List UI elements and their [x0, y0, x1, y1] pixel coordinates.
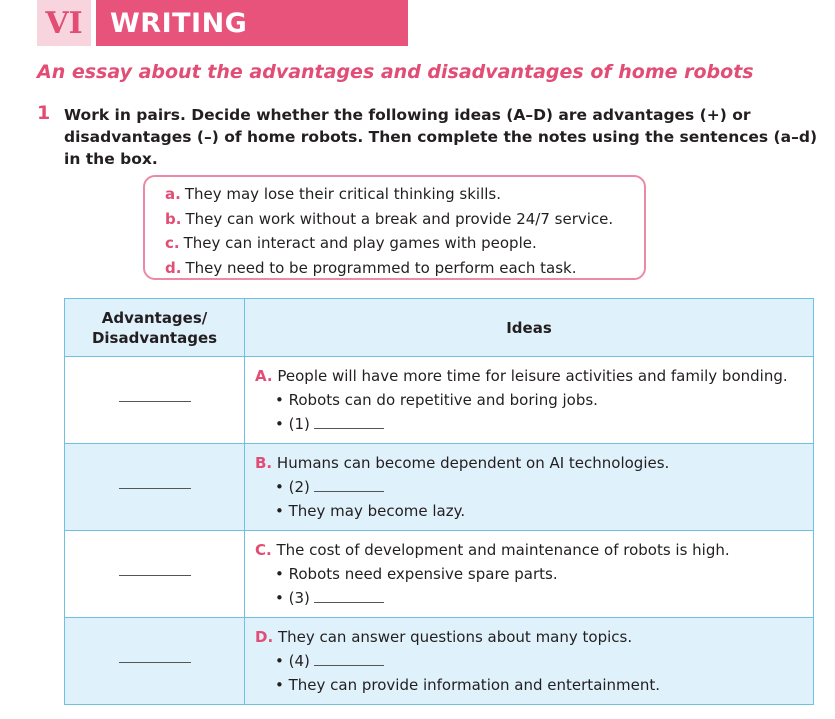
section-title: WRITING [96, 0, 408, 46]
fill-blank[interactable] [314, 664, 384, 666]
section-number: VI [37, 0, 91, 46]
idea-bullet-blank [255, 412, 813, 436]
idea-bullet-blank [255, 649, 813, 673]
idea-letter: B. [255, 454, 273, 472]
idea-letter: D. [255, 628, 274, 646]
idea-bullet: • Robots can do repetitive and boring jobs. [275, 391, 598, 409]
table-row [65, 618, 814, 705]
box-item-letter: a. [165, 185, 181, 203]
bullet-label: • (1) [275, 415, 310, 433]
idea-letter: C. [255, 541, 272, 559]
idea-main-text: People will have more time for leisure activities and family bonding. [277, 367, 788, 385]
idea-main [255, 538, 813, 562]
idea-main [255, 364, 813, 388]
table-row [65, 531, 814, 618]
bullet-label: • (3) [275, 589, 310, 607]
bullet-label: • (4) [275, 652, 310, 670]
answer-blank-cell[interactable] [65, 531, 245, 618]
box-item [165, 207, 644, 232]
idea-letter: A. [255, 367, 273, 385]
box-item [165, 256, 644, 281]
idea-bullet-blank [255, 475, 813, 499]
section-header [0, 0, 408, 46]
idea-main [255, 625, 813, 649]
idea-main-text: They can answer questions about many topics. [277, 628, 633, 646]
fill-blank[interactable] [314, 490, 384, 492]
idea-cell [245, 531, 814, 618]
idea-main-text: Humans can become dependent on AI technologies. [276, 454, 670, 472]
col-header-adv-disadv: Advantages/ Disadvantages [65, 299, 245, 357]
idea-main [255, 451, 813, 475]
table-row [65, 357, 814, 444]
fill-blank[interactable] [314, 601, 384, 603]
box-item-text: They may lose their critical thinking skills. [184, 185, 501, 203]
essay-subtitle: An essay about the advantages and disadvantages of home robots [37, 61, 754, 83]
idea-bullet: • They may become lazy. [275, 502, 466, 520]
bullet-label: • (2) [275, 478, 310, 496]
box-item-letter: d. [165, 258, 182, 277]
box-item-letter: c. [165, 234, 180, 252]
answer-blank-line[interactable] [119, 661, 191, 663]
fill-blank[interactable] [314, 427, 384, 429]
idea-bullet: • They can provide information and entertainment. [275, 676, 661, 694]
idea-bullet: • Robots need expensive spare parts. [275, 565, 558, 583]
idea-main-text: The cost of development and maintenance of robots is high. [276, 541, 730, 559]
idea-cell [245, 357, 814, 444]
sentence-box [143, 175, 646, 280]
answer-blank-cell[interactable] [65, 444, 245, 531]
table-row [65, 444, 814, 531]
box-item-text: They can interact and play games with people. [183, 234, 537, 252]
idea-cell [245, 618, 814, 705]
box-item-text: They can work without a break and provide 24/7 service. [185, 209, 614, 228]
notes-table [64, 298, 814, 705]
task-instruction: Work in pairs. Decide whether the following ideas (A–D) are advantages (+) or disadvantages (–) of home robots. Then complete the notes using the sentences (a–d) in the box. [64, 106, 818, 168]
box-item [165, 182, 644, 207]
answer-blank-line[interactable] [119, 400, 191, 402]
answer-blank-cell[interactable] [65, 357, 245, 444]
box-item-letter: b. [165, 209, 182, 228]
answer-blank-line[interactable] [119, 574, 191, 576]
idea-cell [245, 444, 814, 531]
answer-blank-cell[interactable] [65, 618, 245, 705]
table-header-row [65, 299, 814, 357]
box-item [165, 231, 644, 256]
answer-blank-line[interactable] [119, 487, 191, 489]
box-item-text: They need to be programmed to perform each task. [185, 258, 577, 277]
col-header-ideas: Ideas [245, 299, 814, 357]
task-number: 1 [37, 102, 51, 124]
idea-bullet-blank [255, 586, 813, 610]
